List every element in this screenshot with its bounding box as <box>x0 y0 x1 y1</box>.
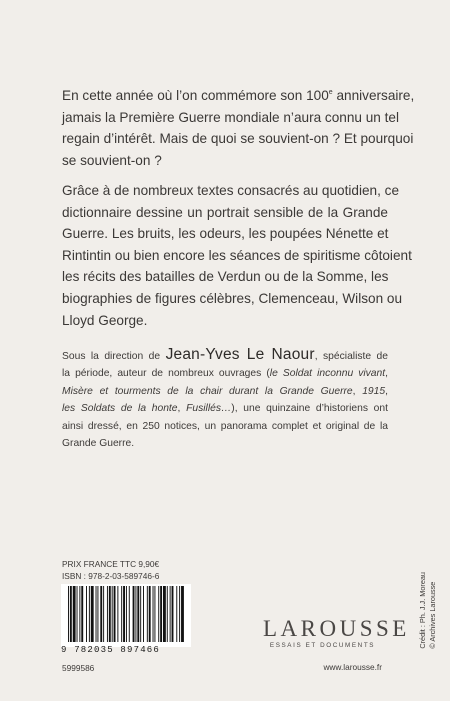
barcode-digits: 9 782035 897466 <box>61 645 161 655</box>
publisher-logo <box>260 616 410 649</box>
book-title: le Soldat inconnu vivant <box>269 368 386 380</box>
description-line: les récits des batailles de Verdun ou de la Somme, les <box>62 269 389 285</box>
barcode-bar <box>179 586 180 642</box>
barcode-bar <box>176 586 177 642</box>
barcode-bar <box>129 586 130 642</box>
book-title: les Soldats de la honte <box>62 403 178 415</box>
photo-credit: Crédit : Ph. J.J. Moreau © Archives Larousse <box>418 572 437 649</box>
barcode-bar <box>140 586 141 642</box>
barcode-bar <box>167 586 168 642</box>
barcode-bar <box>68 586 69 642</box>
barcode-bar <box>147 586 148 642</box>
editor-line: Grande Guerre. <box>62 438 135 450</box>
barcode-bar <box>170 586 171 642</box>
price-label: PRIX FRANCE TTC 9,90€ <box>62 559 160 569</box>
description-line: Grâce à de nombreux textes consacrés au quotidien, ce <box>62 183 400 198</box>
intro-line: jamais la Première Guerre mondiale n’aura connu un tel <box>62 109 399 125</box>
barcode-bar <box>181 586 184 642</box>
editor-line: ainsi dressé, en 250 notices, un panorama complet et original de la <box>62 420 388 432</box>
barcode-bar <box>135 586 136 642</box>
product-code: 5999586 <box>62 663 95 673</box>
barcode-bar <box>97 586 98 642</box>
barcode-bar <box>100 586 102 642</box>
barcode-bar <box>137 586 139 642</box>
barcode-bar <box>160 586 162 642</box>
price-block <box>62 558 159 582</box>
barcode-bar <box>70 586 72 642</box>
barcode-bar <box>163 586 166 642</box>
isbn-label: ISBN : 978-2-03-589746-6 <box>62 571 160 581</box>
book-title: Misère et tourments de la chair durant la Grande Guerre <box>62 385 353 397</box>
barcode-bar <box>77 586 78 642</box>
barcode-bar <box>143 586 144 642</box>
barcode-bar <box>121 586 122 642</box>
barcode-bar <box>86 586 87 642</box>
barcode-bar <box>154 586 155 642</box>
barcode-bar <box>149 586 151 642</box>
description-line: Rintintin ou bien encore les séances de spiritisme côtoient <box>62 247 412 263</box>
editor-name: Jean-Yves Le Naour <box>165 346 315 363</box>
editor-paragraph <box>62 346 388 452</box>
barcode-bar <box>114 586 116 642</box>
barcode-bar <box>96 586 97 642</box>
intro-line: se souvient-on ? <box>62 152 162 168</box>
barcode-bar <box>81 586 83 642</box>
intro-paragraph <box>62 85 415 171</box>
barcode-bar <box>117 586 118 642</box>
barcode-graphic <box>61 584 191 647</box>
description-line: Lloyd George. <box>62 312 148 328</box>
editor-line: les Soldats de la honte, Fusillés…), une quinzaine d’historiens ont <box>62 403 388 415</box>
book-title: 1915 <box>362 385 386 397</box>
barcode-bar <box>103 586 104 642</box>
description-line: Guerre. Les bruits, les odeurs, les poupées Nénette et <box>62 226 389 242</box>
description-paragraph <box>62 180 412 331</box>
barcode-bar <box>172 586 174 642</box>
intro-line: En cette année où l’on commémore son 100e anniversaire, <box>62 88 415 103</box>
barcode-bar <box>109 586 111 642</box>
barcode-bar <box>158 586 159 642</box>
publisher-imprint: ESSAIS ET DOCUMENTS <box>269 642 376 649</box>
book-title: Fusillés… <box>186 403 232 415</box>
barcode-bar <box>89 586 90 642</box>
editor-line: Misère et tourments de la chair durant la Grande Guerre, 1915, <box>62 385 388 397</box>
editor-line: la période, auteur de nombreux ouvrages (le Soldat inconnu vivant, <box>62 368 388 380</box>
publisher-url: www.larousse.fr <box>323 662 382 672</box>
barcode-bar <box>73 586 76 642</box>
intro-line: regain d’intérêt. Mais de quoi se souvient-on ? Et pourquoi <box>62 131 414 147</box>
editor-line: Sous la direction de Jean-Yves Le Naour, spécialiste de <box>62 346 388 363</box>
barcode-bar <box>126 586 127 642</box>
barcode-bar <box>133 586 135 642</box>
barcode-bar <box>112 586 113 642</box>
description-line: dictionnaire dessine un portrait sensible de la Grande <box>62 204 388 220</box>
barcode-bar <box>91 586 94 642</box>
barcode-bar <box>153 586 154 642</box>
barcode-bar <box>107 586 108 642</box>
description-line: biographies de figures célèbres, Clemenceau, Wilson ou <box>62 290 403 306</box>
barcode-bar <box>123 586 125 642</box>
barcode <box>61 584 191 647</box>
publisher-name: LAROUSSE <box>263 616 410 641</box>
barcode-bar <box>79 586 80 642</box>
